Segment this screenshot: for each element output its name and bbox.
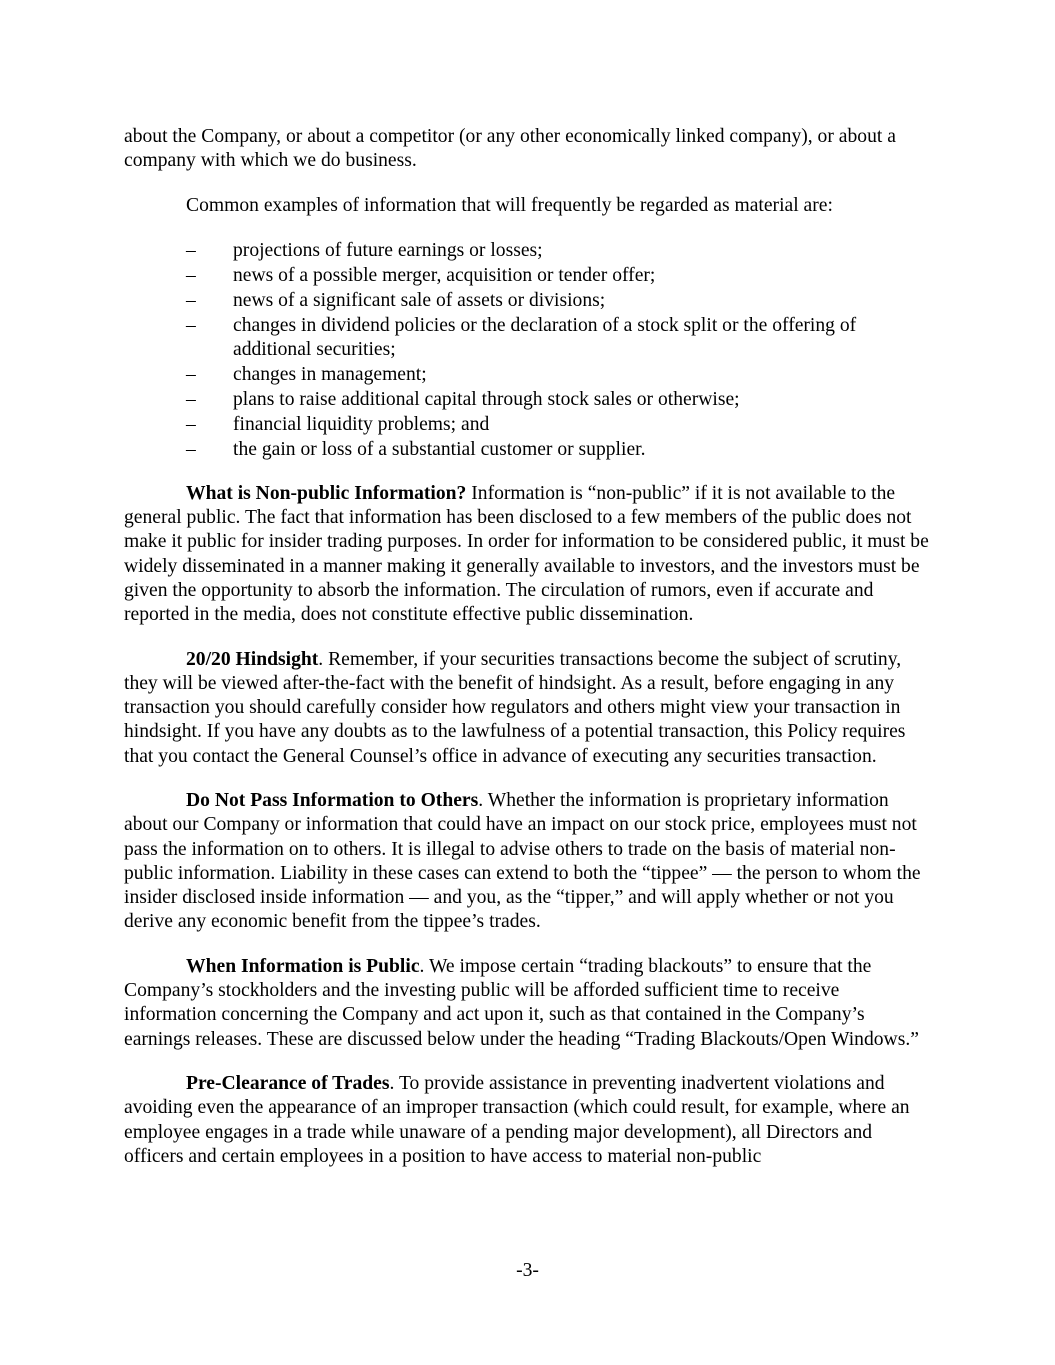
section-heading: When Information is Public bbox=[186, 955, 420, 977]
document-page bbox=[124, 125, 932, 1190]
dash-bullet: – bbox=[186, 239, 196, 261]
list-item bbox=[124, 413, 932, 437]
list-item bbox=[124, 264, 932, 288]
section-body: . We impose certain “trading blackouts” to ensure that the Company’s stockholders and the investing public will be afforded sufficient time to receive information concerning the Company and act upon it, such as that contained in the Company’s earnings releases. These are discussed below under the heading “Trading Blackouts/Open Windows.” bbox=[124, 955, 919, 1050]
list-item bbox=[124, 289, 932, 313]
section-body: . Whether the information is proprietary information about our Company or information that could have an impact on our stock price, employees must not pass the information on to others. It is illegal to advise others to trade on the basis of material non-public information. Liability in these cases can extend to both the “tippee” — the person to whom the insider disclosed inside information — and you, as the “tipper,” and will apply whether or not you derive any economic benefit from the tippee’s trades. bbox=[124, 790, 921, 933]
list-item-text: the gain or loss of a substantial customer or supplier. bbox=[233, 438, 646, 460]
list-item-text: news of a possible merger, acquisition or tender offer; bbox=[233, 264, 656, 286]
non-public-information-paragraph bbox=[124, 482, 932, 627]
list-item-text: news of a significant sale of assets or divisions; bbox=[233, 289, 606, 311]
dash-bullet: – bbox=[186, 314, 196, 336]
dash-bullet: – bbox=[186, 264, 196, 286]
section-body: . To provide assistance in preventing inadvertent violations and avoiding even the appearance of an improper transaction (which could result, for example, where an employee engages in a trade while unaware of a pending major development), all Directors and officers and certain employees in a position to have access to material non-public bbox=[124, 1073, 910, 1167]
section-heading: Pre-Clearance of Trades bbox=[186, 1073, 390, 1095]
list-item-text: plans to raise additional capital through stock sales or otherwise; bbox=[233, 388, 740, 410]
list-item bbox=[124, 314, 932, 362]
examples-lead-paragraph: Common examples of information that will frequently be regarded as material are: bbox=[186, 194, 833, 216]
dash-bullet: – bbox=[186, 388, 196, 410]
section-heading: What is Non-public Information? bbox=[186, 483, 467, 505]
pre-clearance-paragraph bbox=[124, 1072, 932, 1169]
page-number: -3- bbox=[516, 1260, 539, 1281]
information-public-paragraph bbox=[124, 955, 932, 1052]
list-item-text: financial liquidity problems; and bbox=[233, 413, 490, 435]
list-item-text: changes in dividend policies or the declaration of a stock split or the offering of additional securities; bbox=[233, 314, 857, 360]
section-body: Information is “non-public” if it is not available to the general public. The fact that information has been disclosed to a few members of the public does not make it public for insider trading purposes. In order for information to be considered public, it must be widely disseminated in a manner making it generally available to investors, and the investors must be given the opportunity to absorb the information. The circulation of rumors, even if accurate and reported in the media, does not constitute effective public dissemination. bbox=[124, 483, 929, 626]
list-item-text: changes in management; bbox=[233, 363, 427, 385]
dash-bullet: – bbox=[186, 363, 196, 385]
hindsight-paragraph bbox=[124, 648, 932, 769]
section-heading: 20/20 Hindsight bbox=[186, 648, 319, 670]
dash-bullet: – bbox=[186, 289, 196, 311]
dash-bullet: – bbox=[186, 438, 196, 460]
list-item bbox=[124, 239, 932, 263]
list-item-text: projections of future earnings or losses; bbox=[233, 239, 543, 261]
intro-paragraph: about the Company, or about a competitor (or any other economically linked company), or about a company with which we do business. bbox=[124, 126, 896, 172]
section-body: . Remember, if your securities transactions become the subject of scrutiny, they will be viewed after-the-fact with the benefit of hindsight. As a result, before engaging in any transaction you should carefully consider how regulators and others might view your transaction in hindsight. If you have any doubts as to the lawfulness of a potential transaction, this Policy requires that you contact the General Counsel’s office in advance of executing any securities transaction. bbox=[124, 648, 906, 767]
material-examples-list bbox=[124, 239, 932, 462]
dash-bullet: – bbox=[186, 413, 196, 435]
list-item bbox=[124, 438, 932, 462]
section-heading: Do Not Pass Information to Others bbox=[186, 790, 479, 812]
do-not-pass-information-paragraph bbox=[124, 789, 932, 934]
list-item bbox=[124, 388, 932, 412]
list-item bbox=[124, 363, 932, 387]
